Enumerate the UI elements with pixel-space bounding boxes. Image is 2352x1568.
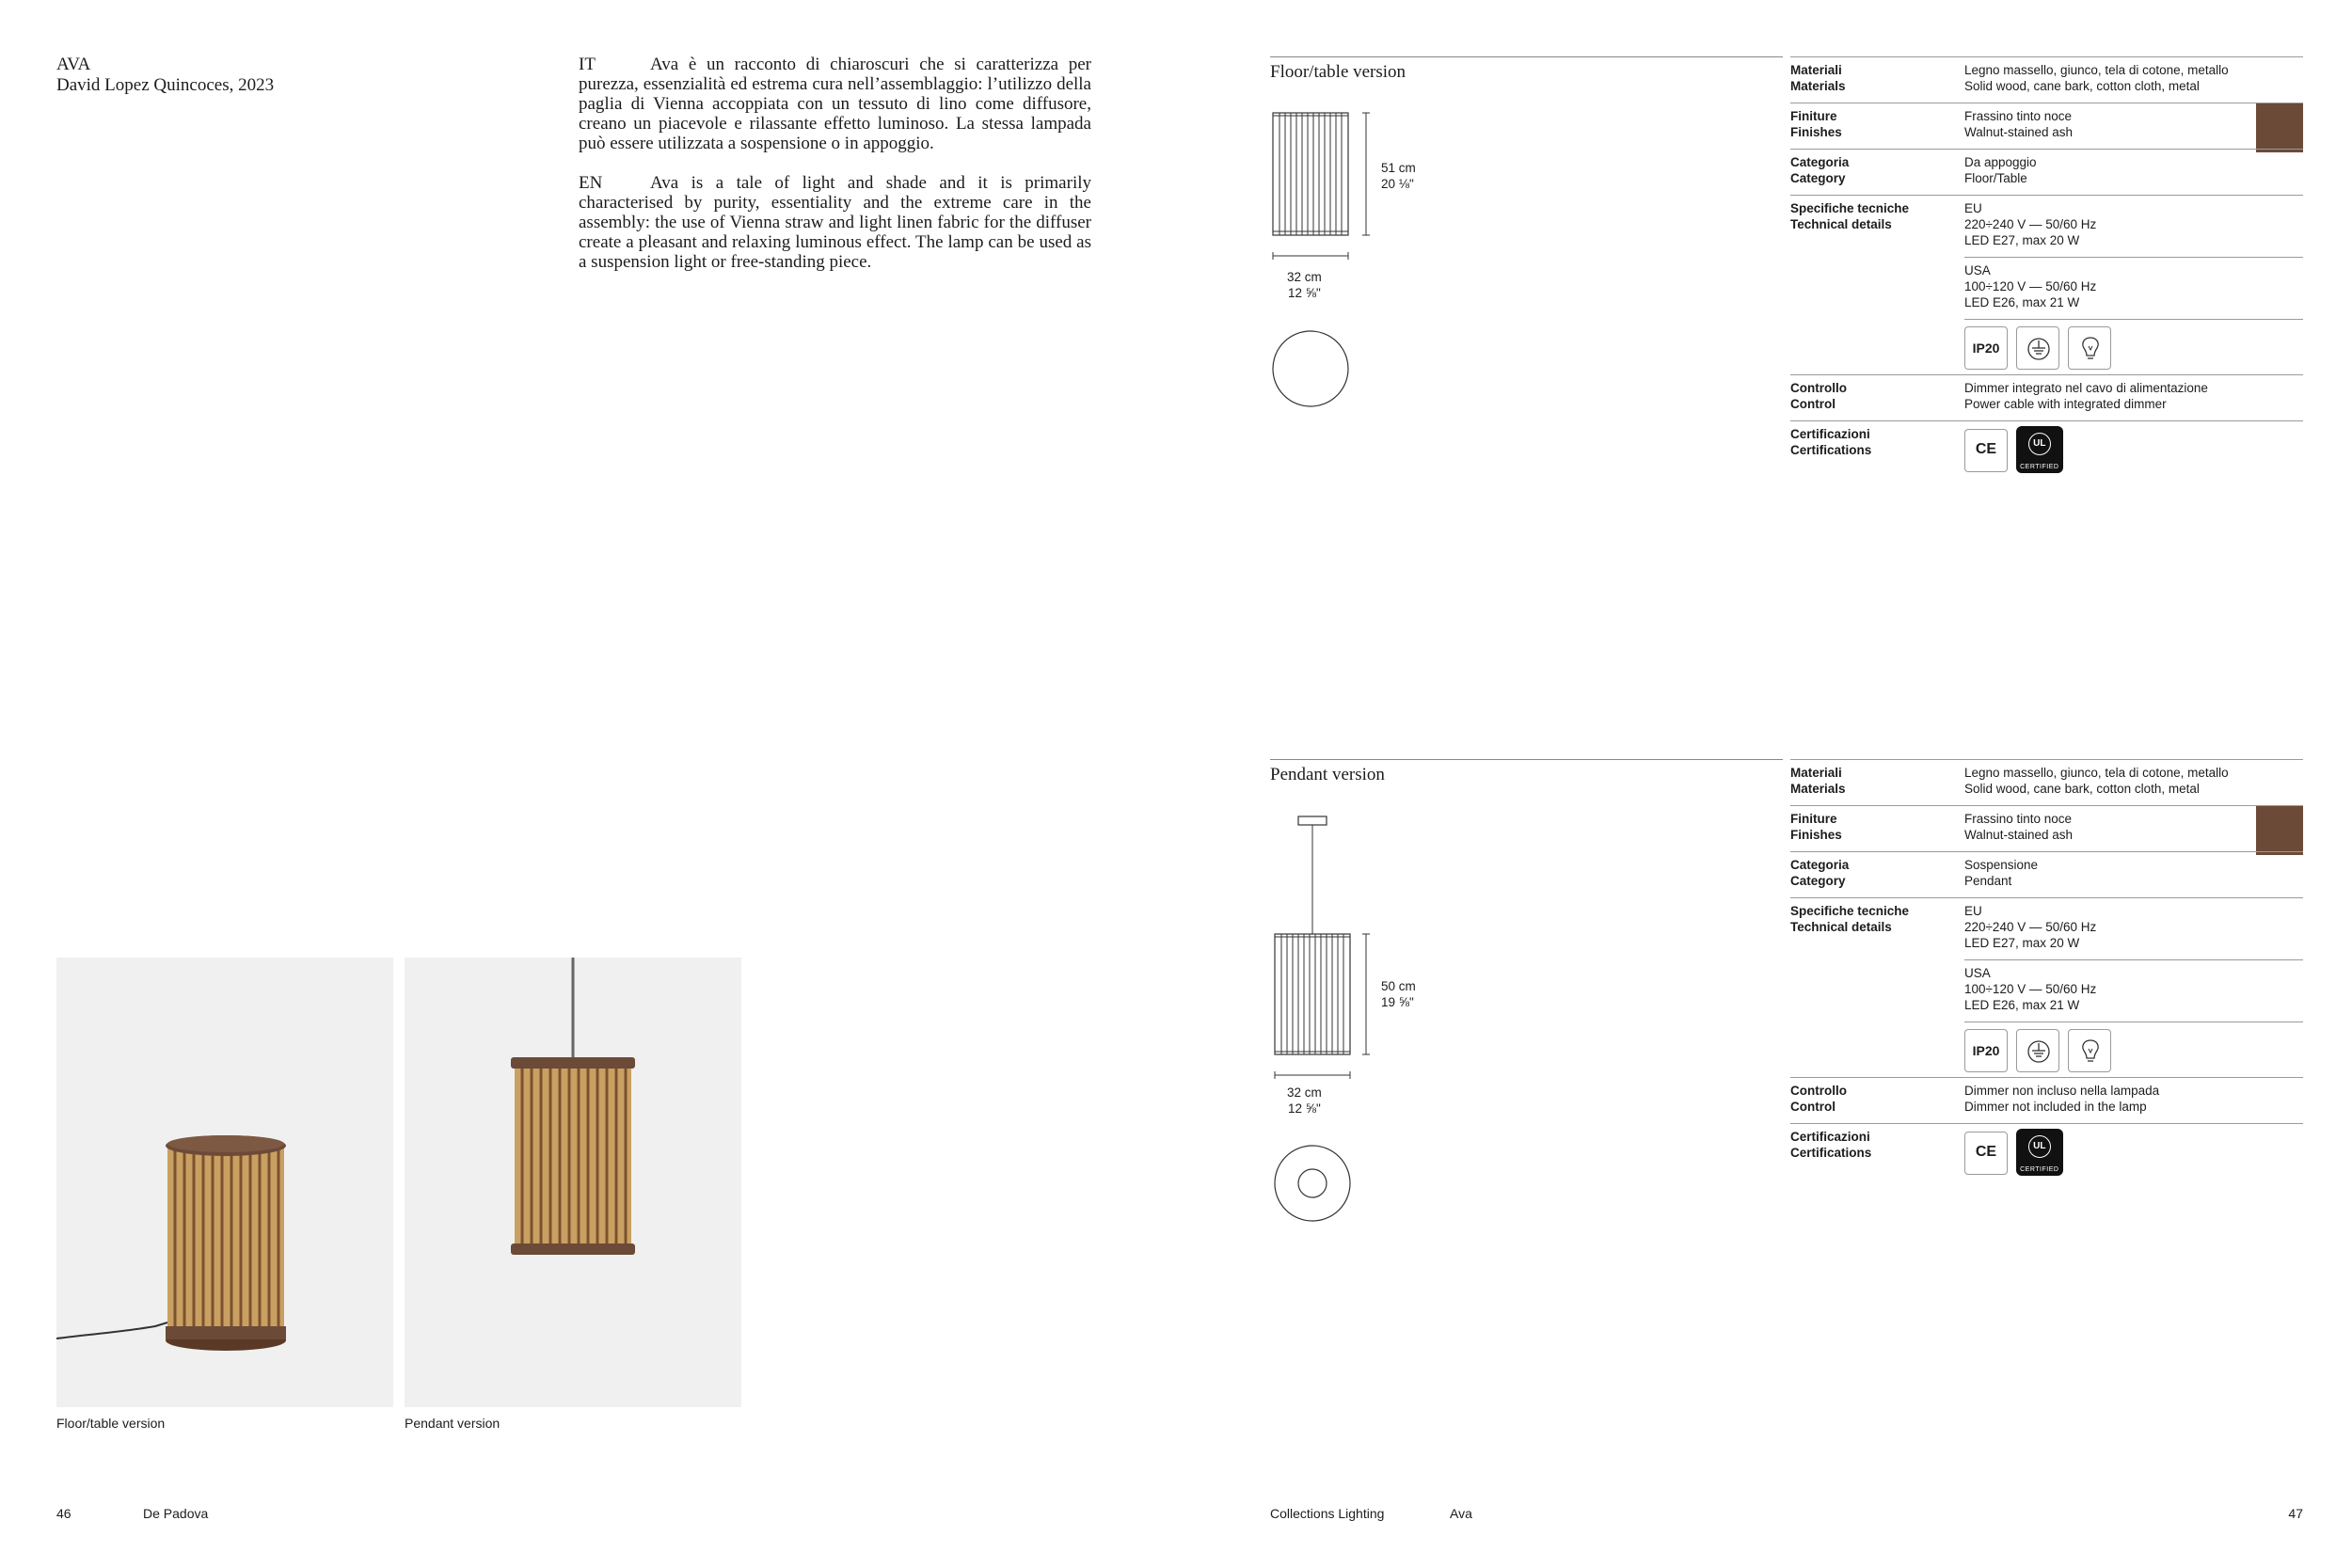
floor-spec-table	[1790, 56, 2303, 482]
finish-color-swatch	[2256, 103, 2303, 152]
pendant-height-dimension: 50 cm 19 ⅝"	[1381, 979, 1416, 1009]
description-en	[579, 173, 1091, 272]
spec-row-finishes: Finiture Finishes Frassino tinto noce Walnut-stained ash	[1790, 805, 2303, 851]
lang-code-en: EN	[579, 173, 603, 193]
left-page-number: 46	[56, 1506, 72, 1521]
spec-row-technical-usa: USA 100÷120 V — 50/60 Hz LED E26, max 21 W	[1964, 257, 2303, 319]
spec-row-technical-eu: Specifiche tecniche Technical details EU 220÷240 V — 50/60 Hz LED E27, max 20 W	[1790, 897, 2303, 959]
pendant-photo-caption: Pendant version	[405, 1416, 501, 1431]
product-description	[579, 55, 1091, 292]
pendant-width-dimension: 32 cm 12 ⅝"	[1287, 1085, 1322, 1116]
spec-row-category: Categoria Category Sospensione Pendant	[1790, 851, 2303, 897]
spec-row-control: Controllo Control Dimmer non incluso nella lampada Dimmer not included in the lamp	[1790, 1077, 2303, 1123]
product-title-block	[56, 55, 274, 96]
ul-certified-icon: UL CERTIFIED	[2016, 426, 2063, 473]
spec-row-certifications: Certificazioni Certifications CE UL CERTIFIED	[1790, 420, 2303, 482]
designer-year: David Lopez Quincoces, 2023	[56, 75, 275, 95]
spec-row-icons	[1964, 1022, 2303, 1077]
ce-mark-icon: CE	[1964, 1132, 2008, 1175]
ce-mark-icon: CE	[1964, 429, 2008, 472]
bulb-icon	[2068, 326, 2111, 370]
lang-code-it: IT	[579, 55, 596, 74]
pendant-top-view-inner-circle	[1298, 1169, 1327, 1197]
pendant-version-photo	[405, 958, 741, 1407]
finish-color-swatch	[2256, 806, 2303, 855]
product-name: AVA	[56, 55, 91, 74]
right-footer-section: Collections Lighting	[1270, 1506, 1385, 1521]
spec-row-materials: Materiali Materials Legno massello, giunco, tela di cotone, metallo Solid wood, cane bark, cotton cloth, metal	[1790, 56, 2303, 103]
floor-version-photo	[56, 958, 393, 1407]
floor-width-dimension: 32 cm 12 ⅝"	[1287, 270, 1322, 300]
description-it	[579, 55, 1091, 153]
pendant-version-title: Pendant version	[1270, 759, 1783, 785]
pendant-technical-drawing	[1270, 814, 1439, 1232]
right-page-number: 47	[2288, 1506, 2303, 1521]
spec-row-materials: Materiali Materials Legno massello, giunco, tela di cotone, metallo Solid wood, cane bark, cotton cloth, metal	[1790, 759, 2303, 805]
left-footer-brand: De Padova	[143, 1506, 209, 1521]
spec-row-technical-eu: Specifiche tecniche Technical details EU 220÷240 V — 50/60 Hz LED E27, max 20 W	[1790, 195, 2303, 257]
floor-technical-drawing	[1270, 108, 1439, 409]
floor-version-title: Floor/table version	[1270, 56, 1783, 83]
spec-row-finishes: Finiture Finishes Frassino tinto noce Walnut-stained ash	[1790, 103, 2303, 149]
ip20-badge: IP20	[1964, 1029, 2008, 1072]
ip20-badge: IP20	[1964, 326, 2008, 370]
ul-certified-icon: UL CERTIFIED	[2016, 1129, 2063, 1176]
earth-ground-icon	[2016, 326, 2059, 370]
spec-row-category: Categoria Category Da appoggio Floor/Table	[1790, 149, 2303, 195]
floor-photo-caption: Floor/table version	[56, 1416, 166, 1431]
description-text-en: Ava is a tale of light and shade and it is primarily characterised by purity, essentiality and the extreme care in the assembly: the use of Vienna straw and light linen fabric for the diffuser create a pleasant and relaxing luminous effect. The lamp can be used as a suspension light or free-standing piece.	[579, 173, 1091, 272]
spec-row-certifications: Certificazioni Certifications CE UL CERTIFIED	[1790, 1123, 2303, 1184]
floor-height-dimension: 51 cm 20 ⅛"	[1381, 161, 1416, 191]
pendant-spec-table	[1790, 759, 2303, 1184]
pendant-lamp-illustration	[405, 958, 741, 1407]
floor-lamp-illustration	[56, 958, 393, 1407]
spec-row-technical-usa: USA 100÷120 V — 50/60 Hz LED E26, max 21 W	[1964, 959, 2303, 1022]
pendant-top-view-outer-circle	[1275, 1146, 1350, 1221]
floor-top-view-circle	[1273, 331, 1348, 406]
earth-ground-icon	[2016, 1029, 2059, 1072]
right-footer-product: Ava	[1450, 1506, 1472, 1521]
bulb-icon	[2068, 1029, 2111, 1072]
description-text-it: Ava è un racconto di chiaroscuri che si caratterizza per purezza, essenzialità ed estrema cura nell’assemblaggio: l’utilizzo della paglia di Vienna accoppiata con un tessuto di lino come diffusore, creano un piacevole e rilassante effetto luminoso. La stessa lampada può essere utilizzata a sospensione o in appoggio.	[579, 55, 1091, 153]
spec-row-control: Controllo Control Dimmer integrato nel cavo di alimentazione Power cable with integrated dimmer	[1790, 374, 2303, 420]
spec-row-icons	[1964, 319, 2303, 374]
